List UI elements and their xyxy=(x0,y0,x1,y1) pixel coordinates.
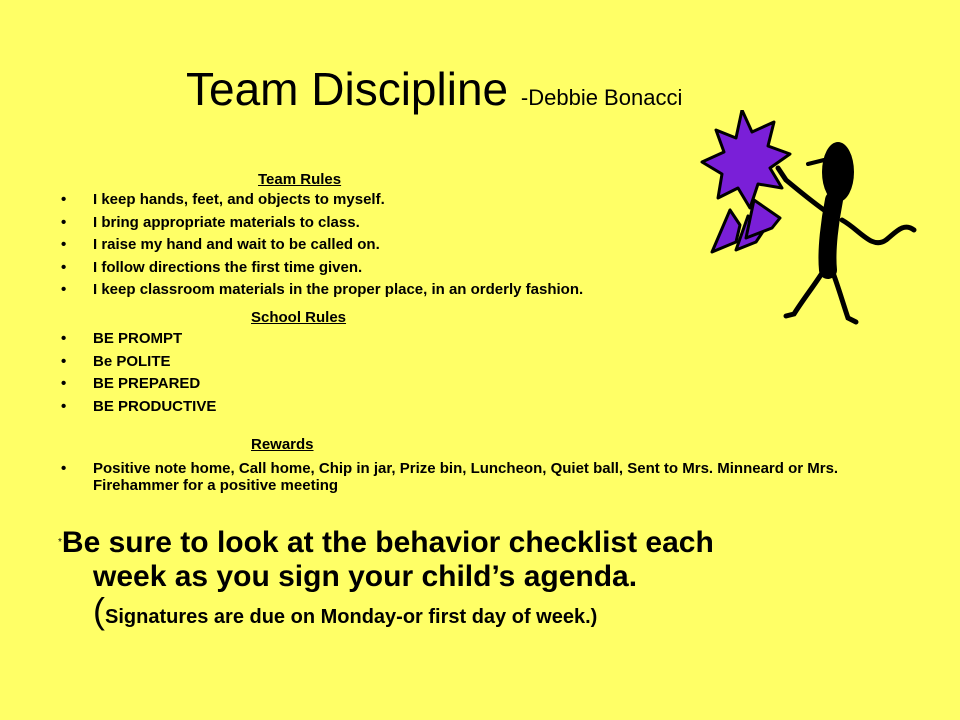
stick-figure-award-clipart xyxy=(690,110,930,330)
rewards-heading: Rewards xyxy=(251,436,314,453)
behavior-checklist-note xyxy=(58,526,898,634)
school-rules-list xyxy=(58,328,216,418)
rewards-list xyxy=(58,460,893,494)
team-rules-heading: Team Rules xyxy=(258,171,342,188)
stick-figure-icon xyxy=(778,142,914,322)
list-item: • I bring appropriate materials to class. xyxy=(58,212,583,235)
title-author: -Debbie Bonacci xyxy=(520,85,683,110)
team-rules-list xyxy=(58,189,583,302)
slide-title xyxy=(186,63,683,115)
note-line-1: Be sure to look at the behavior checklist each xyxy=(61,526,714,559)
list-item: • I raise my hand and wait to be called on. xyxy=(58,234,583,257)
school-rules-heading: School Rules xyxy=(251,309,347,326)
signatures-due-text: Signatures are due on Monday-or first day of week.) xyxy=(105,606,598,628)
list-item: • Be POLITE xyxy=(58,351,216,374)
list-item: • Positive note home, Call home, Chip in jar, Prize bin, Luncheon, Quiet ball, Sent to Mrs. Minneard or Mrs. Firehammer for a positive meeting xyxy=(58,460,893,494)
list-item: • I follow directions the first time given. xyxy=(58,257,583,280)
list-item: • BE PRODUCTIVE xyxy=(58,396,216,419)
list-item: • I keep hands, feet, and objects to myself. xyxy=(58,189,583,212)
note-line-2: week as you sign your child’s agenda. xyxy=(93,560,638,593)
title-main: Team Discipline xyxy=(186,63,521,115)
award-ribbon-icon xyxy=(702,110,790,252)
note-asterisk: * xyxy=(58,537,62,548)
list-item: • BE PROMPT xyxy=(58,328,216,351)
note-open-paren: ( xyxy=(93,590,105,631)
list-item: • BE PREPARED xyxy=(58,373,216,396)
list-item: • I keep classroom materials in the proper place, in an orderly fashion. xyxy=(58,279,583,302)
